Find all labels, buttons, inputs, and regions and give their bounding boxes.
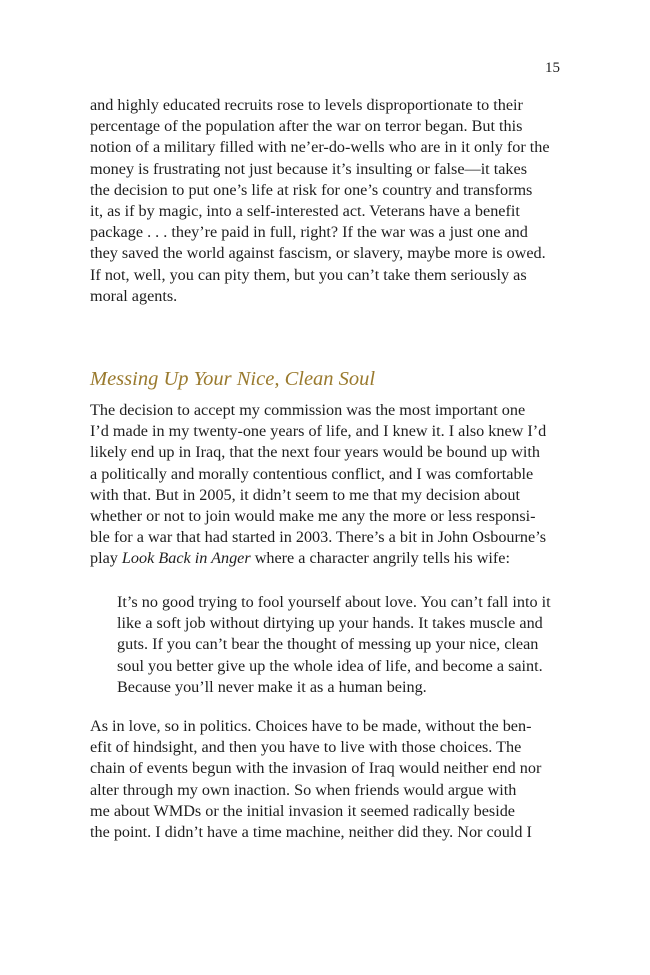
page-number: 15 bbox=[545, 60, 560, 76]
play-title: Look Back in Anger bbox=[121, 549, 251, 568]
text-line: with that. But in 2005, it didn’t seem to me that my decision about bbox=[90, 485, 520, 504]
text-fragment: where a character angrily tells his wife: bbox=[250, 549, 510, 568]
text-line: package . . . they’re paid in full, right? If the war was a just one and bbox=[90, 223, 528, 242]
paragraph-3 bbox=[90, 716, 565, 843]
paragraph-2 bbox=[90, 400, 565, 570]
text-line bbox=[90, 548, 565, 569]
text-line: a politically and morally contentious conflict, and I was comfortable bbox=[90, 464, 534, 483]
paragraph-1 bbox=[90, 95, 565, 307]
text-line: efit of hindsight, and then you have to live with those choices. The bbox=[90, 738, 522, 757]
text-line: moral agents. bbox=[90, 286, 178, 305]
text-line: notion of a military filled with ne’er-do-wells who are in it only for the bbox=[90, 138, 550, 157]
text-line: it, as if by magic, into a self-interested act. Veterans have a benefit bbox=[90, 202, 520, 221]
text-line: I’d made in my twenty-one years of life, and I knew it. I also knew I’d bbox=[90, 422, 547, 441]
text-fragment: play bbox=[90, 549, 122, 568]
text-line: me about WMDs or the initial invasion it seemed radically beside bbox=[90, 801, 515, 820]
quote-line: Because you’ll never make it as a human being. bbox=[117, 677, 427, 696]
text-line: As in love, so in politics. Choices have to be made, without the ben- bbox=[90, 717, 532, 735]
quote-line: guts. If you can’t bear the thought of messing up your nice, clean bbox=[117, 635, 539, 654]
text-line: the point. I didn’t have a time machine, neither did they. Nor could I bbox=[90, 823, 532, 842]
text-line: the decision to put one’s life at risk for one’s country and transforms bbox=[90, 180, 533, 199]
text-line: The decision to accept my commission was the most important one bbox=[90, 401, 526, 419]
quote-line: It’s no good trying to fool yourself about love. You can’t fall into it bbox=[117, 593, 551, 611]
text-line: money is frustrating not just because it’s insulting or false—it takes bbox=[90, 159, 527, 178]
text-line: alter through my own inaction. So when friends would argue with bbox=[90, 780, 517, 799]
quote-line: soul you better give up the whole idea of life, and become a saint. bbox=[117, 656, 543, 675]
text-line: If not, well, you can pity them, but you can’t take them seriously as bbox=[90, 265, 527, 284]
text-line: whether or not to join would make me any the more or less responsi- bbox=[90, 507, 536, 526]
text-line: and highly educated recruits rose to levels disproportionate to their bbox=[90, 96, 523, 114]
text-line: chain of events begun with the invasion of Iraq would neither end nor bbox=[90, 759, 542, 778]
quote-line: like a soft job without dirtying up your hands. It takes muscle and bbox=[117, 614, 543, 633]
block-quote bbox=[117, 592, 567, 698]
text-line: ble for a war that had started in 2003. There’s a bit in John Osbourne’s bbox=[90, 528, 546, 547]
section-heading: Messing Up Your Nice, Clean Soul bbox=[90, 368, 376, 390]
text-line: likely end up in Iraq, that the next four years would be bound up with bbox=[90, 443, 541, 462]
text-line: they saved the world against fascism, or slavery, maybe more is owed. bbox=[90, 244, 546, 263]
text-line: percentage of the population after the war on terror began. But this bbox=[90, 117, 523, 136]
